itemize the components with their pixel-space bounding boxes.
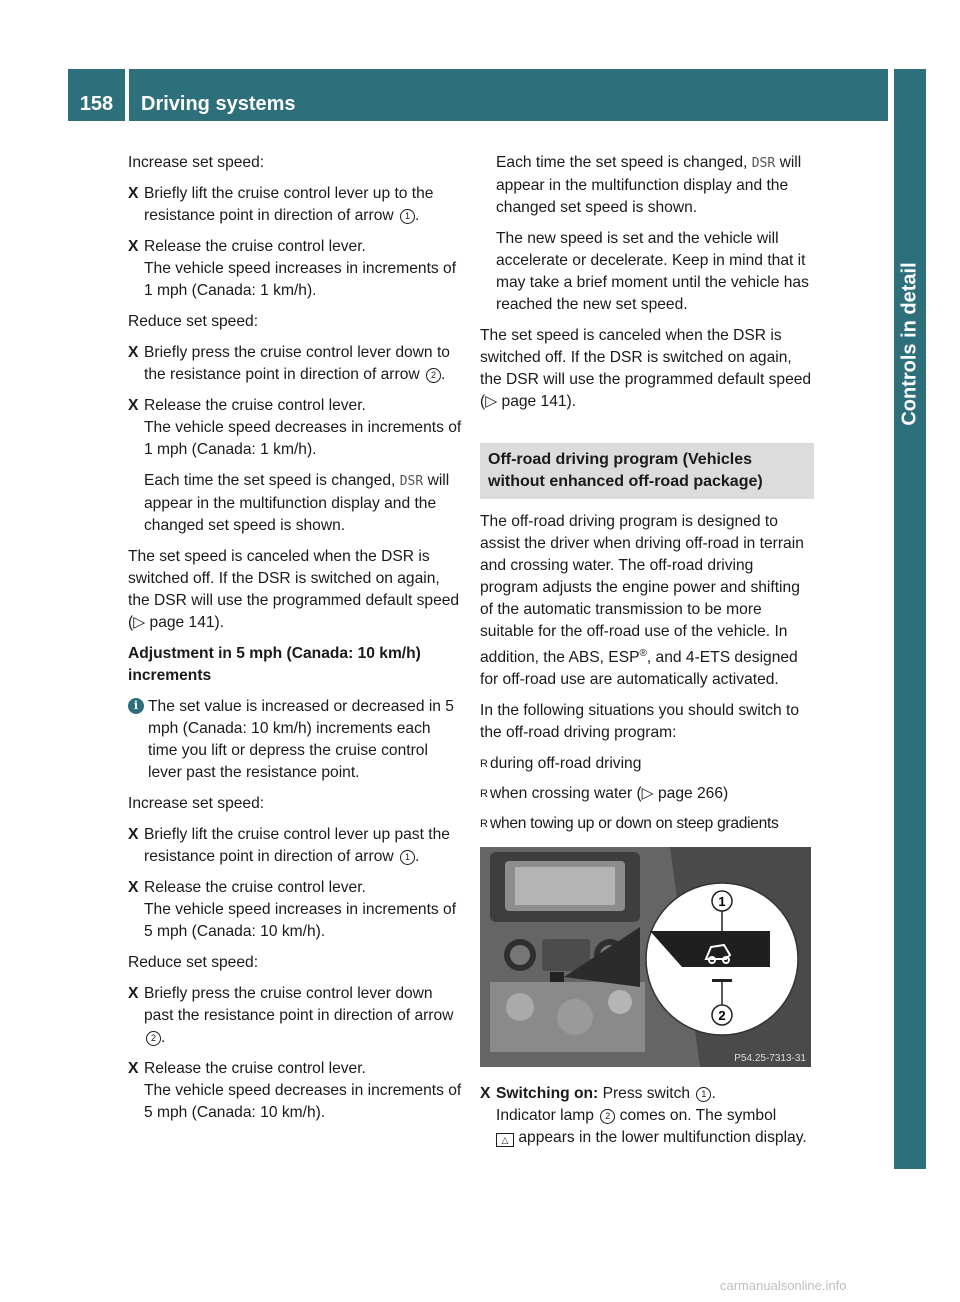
callout-1-icon: 1 xyxy=(400,209,415,224)
side-tab xyxy=(894,69,926,1169)
paragraph: The set speed is canceled when the DSR is switched off. If the DSR is switched on again, the DSR will use the programmed default speed (▷ page 141). xyxy=(480,327,812,410)
callout-1-icon: 1 xyxy=(696,1087,711,1102)
svg-text:2: 2 xyxy=(718,1008,726,1024)
instruction-step: X Release the cruise control lever. The vehicle speed increases in increments of 5 mph (Canada: 10 km/h). xyxy=(128,879,457,940)
side-tab-label: Controls in detail xyxy=(898,262,921,426)
callout-2-icon: 2 xyxy=(600,1109,615,1124)
list-item: R when towing up or down on steep gradients xyxy=(480,815,779,833)
page-number: 158 xyxy=(79,93,114,115)
instruction-step: X Briefly press the cruise control lever down past the resistance point in direction of arrow 2 . xyxy=(128,985,454,1046)
watermark: carmanualsonline.info xyxy=(720,1278,847,1293)
paragraph: Increase set speed: xyxy=(128,154,265,171)
offroad-symbol-icon: △ xyxy=(496,1133,514,1147)
paragraph: In the following situations you should switch to the off-road driving program: xyxy=(480,702,799,742)
list-item: R when crossing water (▷ page 266) xyxy=(480,785,729,803)
instruction-step: X Briefly press the cruise control lever down to the resistance point in direction of arrow 2 . xyxy=(128,344,450,383)
section-title: Driving systems xyxy=(141,93,296,115)
header-divider xyxy=(125,69,129,121)
section-heading: Off-road driving program (Vehicles without enhanced off-road package) xyxy=(480,443,814,499)
svg-text:1: 1 xyxy=(718,894,726,910)
list-item: R during off-road driving xyxy=(480,755,642,773)
instruction-step: X Release the cruise control lever. The vehicle speed decreases in increments of 5 mph (Canada: 10 km/h). xyxy=(128,1060,462,1121)
paragraph: The off-road driving program is designed to assist the driver when driving off-road in terrain and crossing water. The off-road driving program adjusts the engine power and shifting of the automatic transmission to be more suitable for the off-road use of the vehicle. In addition, the ABS, ESP®, and 4-ETS designed for off-road use are automatically activated. xyxy=(480,513,804,689)
photo-code: P54.25-7313-31 xyxy=(734,1053,806,1065)
instruction-step: X Release the cruise control lever. The vehicle speed decreases in increments of 1 mph (Canada: 1 km/h). xyxy=(128,397,462,458)
callout-1-icon: 1 xyxy=(400,850,415,865)
instruction-step: X Release the cruise control lever. The vehicle speed increases in increments of 1 mph (Canada: 1 km/h). xyxy=(128,238,457,299)
paragraph: Reduce set speed: xyxy=(128,313,259,330)
info-icon: i xyxy=(128,698,144,714)
paragraph: The set speed is canceled when the DSR is switched off. If the DSR is switched on again, the DSR will use the programmed default speed (▷ page 141). xyxy=(128,548,460,631)
paragraph: Increase set speed: xyxy=(128,795,265,812)
indented-note: The new speed is set and the vehicle will accelerate or decelerate. Keep in mind that it may take a brief moment until the vehicle has reached the new set speed. xyxy=(496,230,809,313)
subheading: Adjustment in 5 mph (Canada: 10 km/h) increments xyxy=(128,645,421,684)
page-header xyxy=(68,69,888,121)
left-column xyxy=(128,152,462,1133)
offroad-switch-photo xyxy=(480,847,811,1067)
callout-2-icon: 2 xyxy=(146,1031,161,1046)
indented-note: Each time the set speed is changed, DSR will appear in the multifunction display and the changed set speed is shown. xyxy=(496,154,802,216)
instruction-step: X Briefly lift the cruise control lever up to the resistance point in direction of arrow 1 . xyxy=(128,185,434,224)
instruction-step: X Briefly lift the cruise control lever up past the resistance point in direction of arrow 1 . xyxy=(128,826,450,865)
indented-note: Each time the set speed is changed, DSR will appear in the multifunction display and the changed set speed is shown. xyxy=(144,472,450,534)
info-note: i The set value is increased or decreased in 5 mph (Canada: 10 km/h) increments each time you lift or depress the cruise control lever past the resistance point. xyxy=(128,696,462,784)
right-column xyxy=(480,152,814,1158)
paragraph: Reduce set speed: xyxy=(128,954,259,971)
instruction-step: X Switching on: Press switch 1 . Indicator lamp 2 comes on. The symbol △ appears in the lower multifunction display. xyxy=(480,1085,807,1147)
callout-2-icon: 2 xyxy=(426,368,441,383)
